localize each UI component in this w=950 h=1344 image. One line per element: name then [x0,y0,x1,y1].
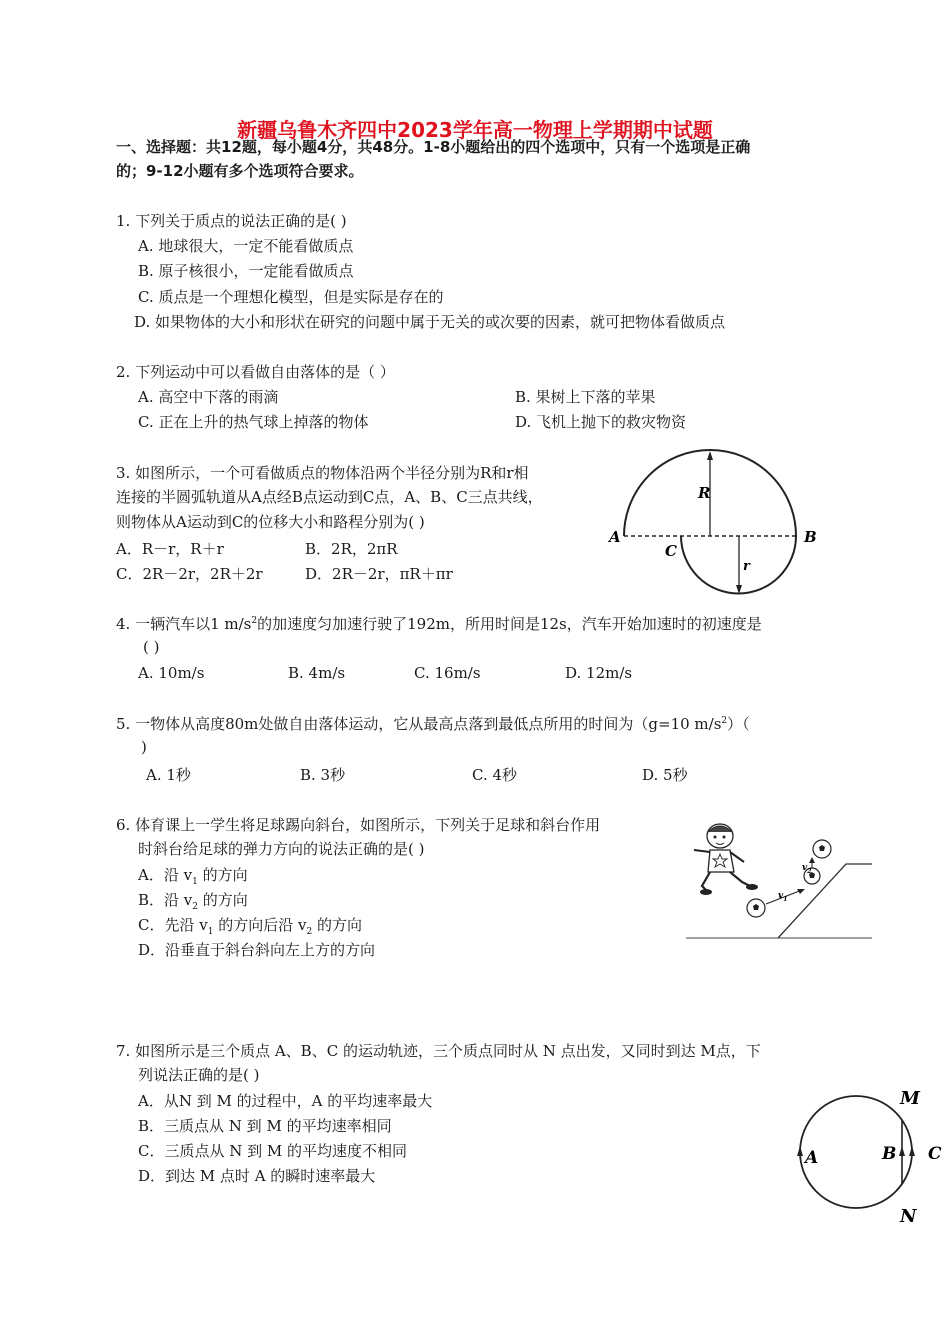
label-B: B [804,528,817,546]
label-N: N [900,1206,917,1227]
question-1-option-c: C. 质点是一个理想化模型，但是实际是存在的 [138,288,444,306]
question-7-option-b: B．三质点从 N 到 M 的平均速率相同 [138,1117,392,1135]
label-B: B [882,1144,897,1164]
question-6-option-a-sub: 1 [192,877,198,887]
question-6-option-c-prefix: C．先沿 v [138,916,208,934]
question-7-option-a: A．从N 到 M 的过程中，A 的平均速率最大 [138,1092,433,1110]
question-2-option-d: D. 飞机上抛下的救灾物资 [515,413,687,431]
question-3-stem-line3: 则物体从A运动到C的位移大小和路程分别为( ) [116,513,425,531]
question-6-stem-line1: 6. 体育课上一学生将足球踢向斜台，如图所示，下列关于足球和斜台作用 [116,816,601,834]
question-6-option-d: D．沿垂直于斜台斜向左上方的方向 [138,941,376,959]
label-C: C [665,542,677,560]
section-heading-line1: 一、选择题：共12题，每小题4分，共48分。1-8小题给出的四个选项中，只有一个选项是正确 [116,138,751,156]
three-particles-circle-figure [792,1082,948,1228]
question-4-option-a: A. 10m/s [138,664,205,682]
question-1-stem: 1. 下列关于质点的说法正确的是( ) [116,212,347,230]
question-4-unit-exponent: 2 [251,616,258,626]
question-1-option-a: A. 地球很大，一定不能看做质点 [138,237,354,255]
question-4-option-d: D. 12m/s [565,664,633,682]
question-5-stem-start: 5. 一物体从高度80m处做自由落体运动，它从最高点落到最低点所用的时间为（g=10 m/s [116,715,722,733]
question-3-stem-line2: 连接的半圆弧轨道从A点经B点运动到C点，A、B、C三点共线， [116,488,543,506]
question-6-option-c-sub2: 2 [306,927,313,937]
question-1-option-b: B. 原子核很小，一定能看做质点 [138,262,354,280]
question-7-stem-line1: 7. 如图所示是三个质点 A、B、C 的运动轨迹，三个质点同时从 N 点出发，又同时到达 M点，下 [116,1042,761,1060]
label-A: A [609,528,621,546]
arrow-C [909,1146,915,1156]
question-3-option-a: A．R－r，R＋r [116,540,224,558]
radius-R-arrow [707,451,713,460]
question-6-option-a-prefix: A．沿 v [138,866,193,884]
question-6-option-c-tail: 的方向 [312,916,362,934]
arrow-B [899,1146,905,1156]
section-heading-line2: 的；9-12小题有多个选项符合要求。 [116,162,364,180]
question-2-option-b: B. 果树上下落的苹果 [515,388,656,406]
question-5-option-d: D. 5秒 [642,766,688,784]
question-3-option-b: B．2R，2πR [305,540,398,558]
question-4-stem-end: 的加速度匀加速行驶了192m，所用时间是12s，汽车开始加速时的初速度是 [257,615,762,633]
question-5-stem-end: ）（ [727,715,750,733]
label-v1: $v_1$ [778,891,788,903]
question-7-option-c: C．三质点从 N 到 M 的平均速度不相同 [138,1142,408,1160]
label-C: C [928,1144,942,1164]
question-4-option-c: C. 16m/s [414,664,481,682]
question-5-unit-exponent: 2 [721,716,728,726]
question-5-option-c: C. 4秒 [472,766,518,784]
question-2-option-c: C. 正在上升的热气球上掉落的物体 [138,413,369,431]
question-6-option-a [138,864,248,885]
question-2-option-a: A. 高空中下落的雨滴 [138,388,279,406]
question-4-stem [116,613,762,634]
question-5-option-a: A. 1秒 [146,766,191,784]
question-3-option-d: D．2R－2r，πR＋πr [305,565,453,583]
label-r: r [743,559,750,574]
question-3-option-c: C．2R－2r，2R＋2r [116,565,263,583]
question-6-option-c [138,914,362,935]
semicircle-track-figure [600,448,830,608]
question-4-option-b: B. 4m/s [288,664,346,682]
question-4-answer-blank: ( ) [143,638,160,656]
question-6-option-b [138,889,248,910]
question-6-option-a-suffix: 的方向 [197,866,248,884]
label-A: A [805,1148,819,1168]
page-title: 新疆乌鲁木齐四中2023学年高一物理上学期期中试题 [237,118,713,142]
ramp-outline [778,864,872,938]
question-6-option-c-mid: 的方向后沿 v [213,916,307,934]
question-6-option-c-sub: 1 [207,927,214,937]
football-ball-ground [747,899,765,917]
label-M: M [900,1088,920,1109]
label-R: R [698,484,711,502]
question-1-option-d: D. 如果物体的大小和形状在研究的问题中属于无关的或次要的因素，就可把物体看做质点 [134,313,726,331]
football-ball-air [813,840,831,858]
student-kicker [694,824,758,895]
question-5-option-b: B. 3秒 [300,766,346,784]
question-5-answer-blank: ) [141,738,147,756]
question-6-option-b-sub: 2 [192,902,198,912]
question-6-stem-line2: 时斜台给足球的弹力方向的说法正确的是( ) [138,840,425,858]
v2-arrowhead [809,857,815,863]
label-v2: $v_2$ [802,863,812,875]
question-4-stem-start: 4. 一辆汽车以1 m/s [116,615,252,633]
question-5-stem [116,713,750,734]
question-7-stem-line2: 列说法正确的是( ) [138,1066,260,1084]
question-2-stem: 2. 下列运动中可以看做自由落体的是（ ） [116,363,395,381]
question-7-option-d: D．到达 M 点时 A 的瞬时速率最大 [138,1167,376,1185]
question-6-option-b-prefix: B．沿 v [138,891,193,909]
question-3-stem-line1: 3. 如图所示，一个可看做质点的物体沿两个半径分别为R和r相 [116,464,529,482]
football-ramp-figure [686,820,872,942]
arrow-A [797,1146,803,1156]
question-6-option-b-suffix: 的方向 [198,891,248,909]
